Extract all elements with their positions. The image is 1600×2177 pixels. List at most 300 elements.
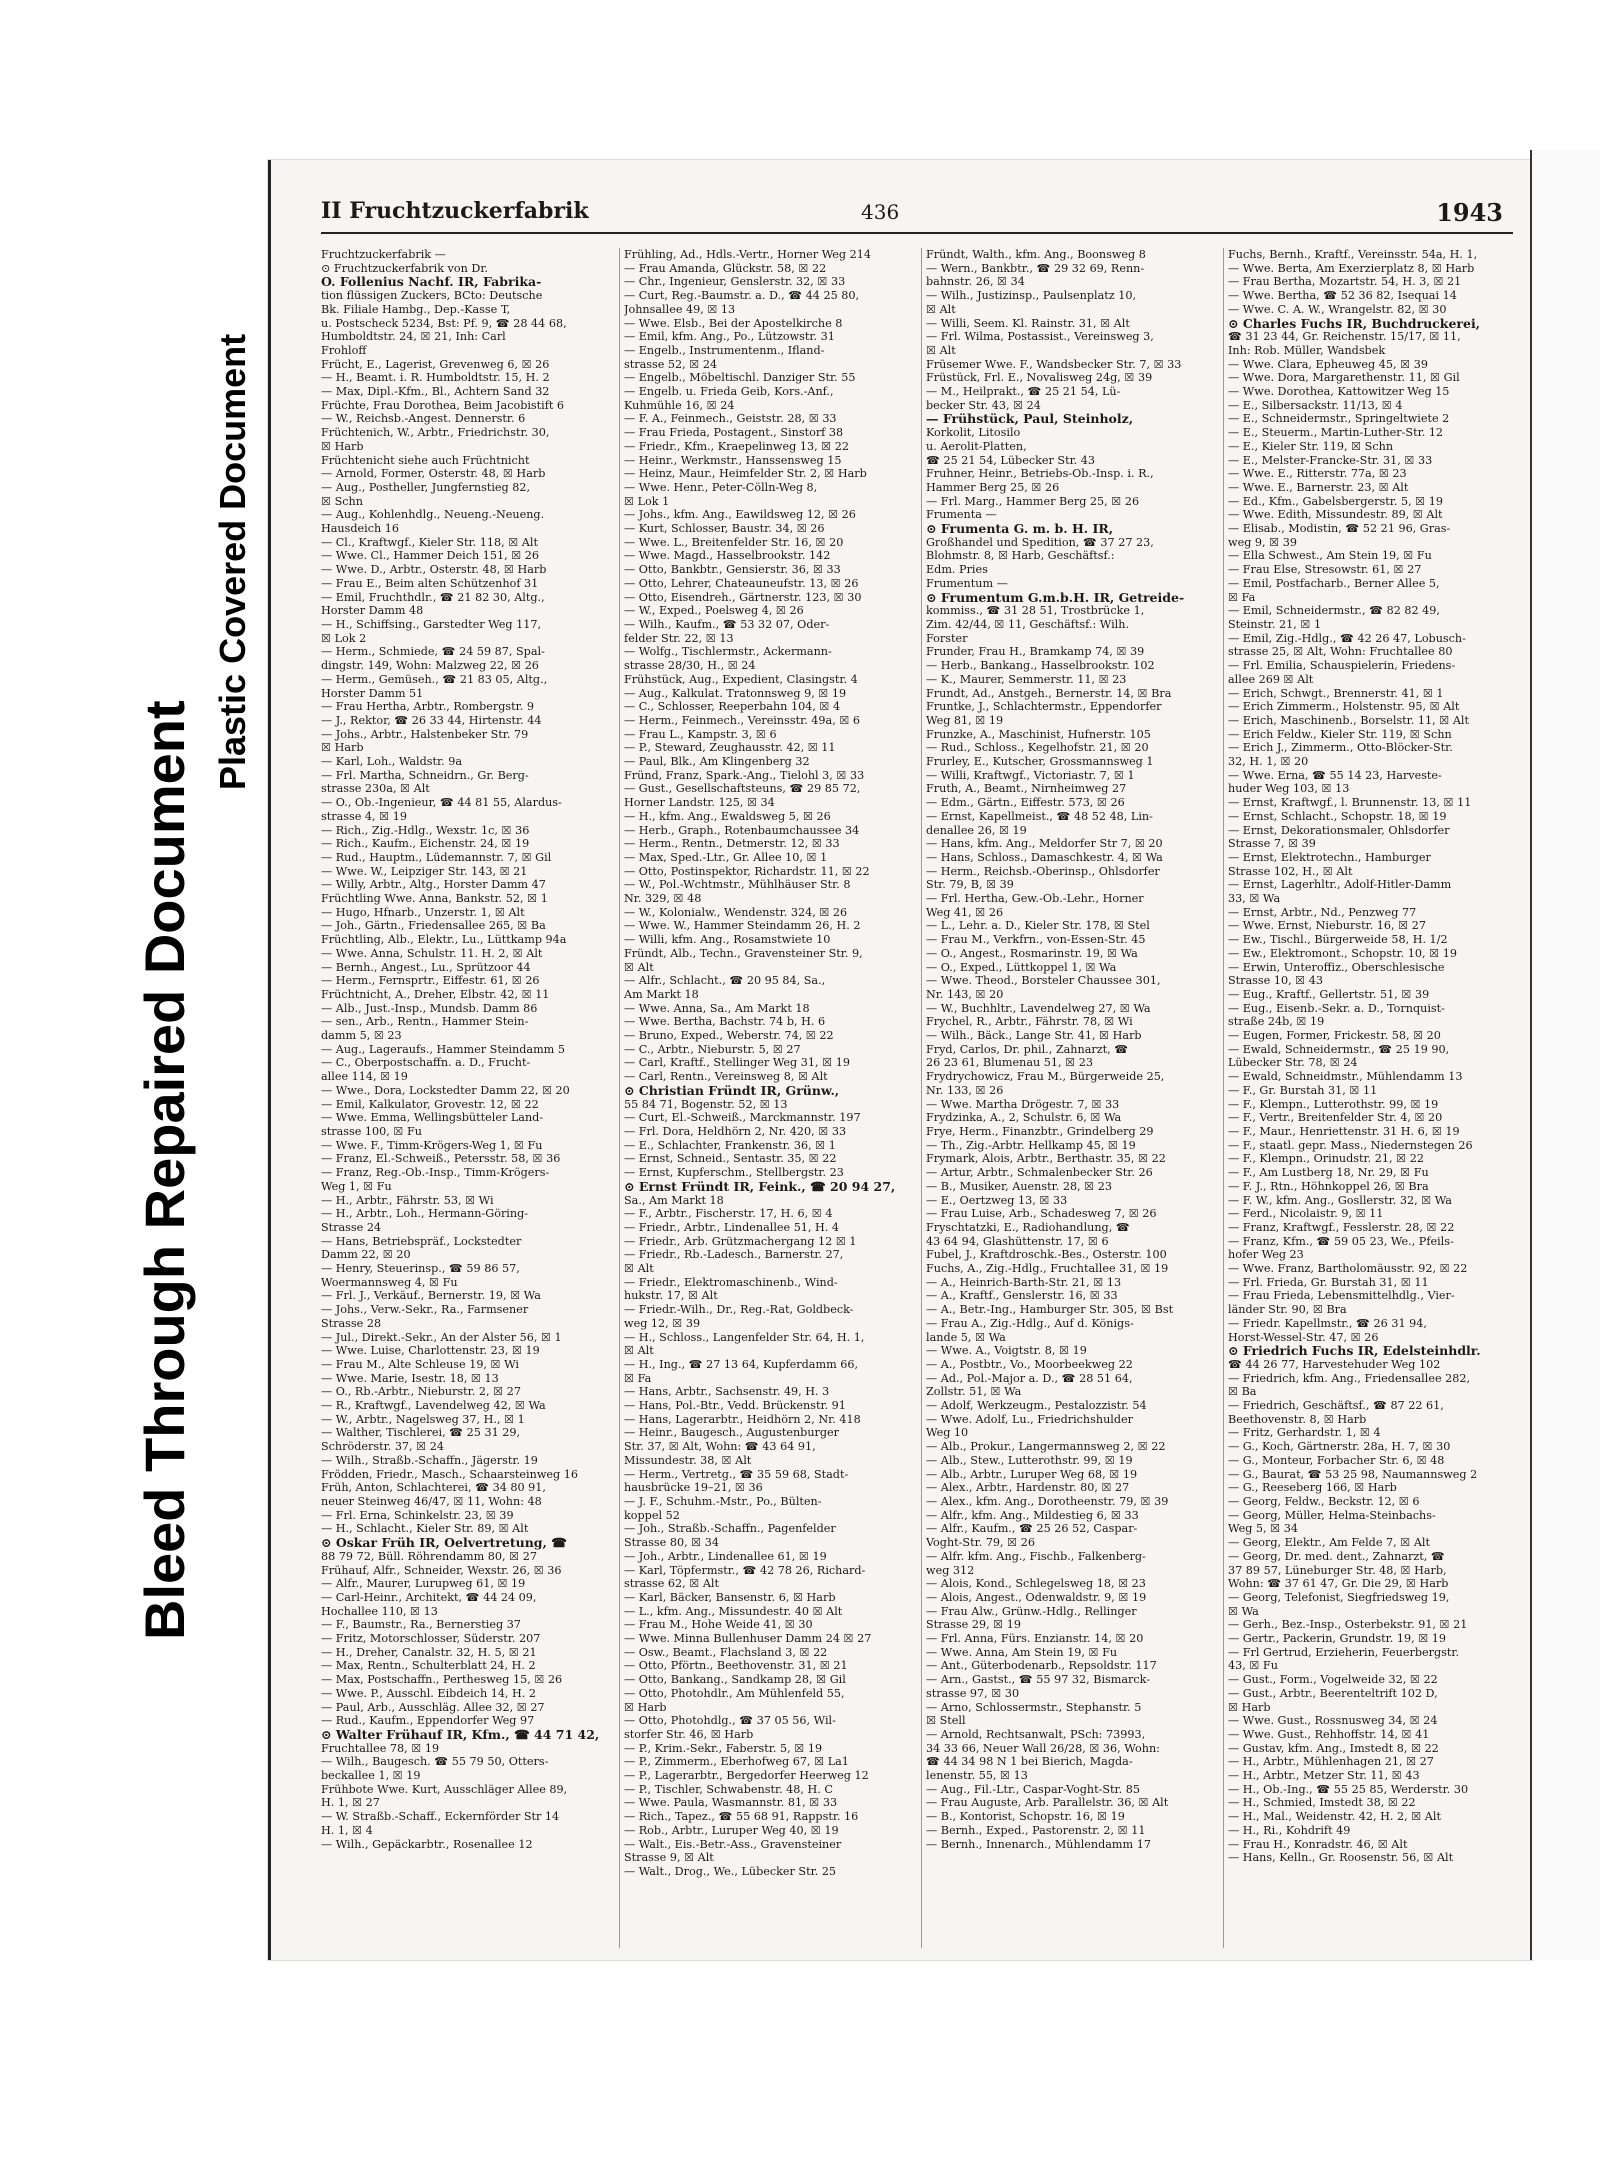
directory-entry: — Karl, Loh., Waldstr. 9a: [321, 755, 463, 769]
directory-entry: ⊙ Friedrich Fuchs IR, Edelsteinhdlr.: [1228, 1344, 1481, 1358]
directory-entry: 26 23 61, Blumenau 51, ☒ 23: [926, 1056, 1093, 1070]
directory-entry: — O., Rb.-Arbtr., Nieburstr. 2, ☒ 27: [321, 1385, 521, 1399]
page-header: [321, 198, 1513, 234]
directory-entry: Frödden, Friedr., Masch., Schaarsteinweg 16: [321, 1467, 578, 1481]
section-title: II Fruchtzuckerfabrik: [321, 198, 589, 224]
directory-entry: Fruntke, J., Schlachtermstr., Eppendorfer: [926, 700, 1162, 714]
directory-entry: Früchte, Frau Dorothea, Beim Jacobistift 6: [321, 398, 565, 412]
directory-entry: — Wwe. Luise, Charlottenstr. 23, ☒ 19: [321, 1344, 540, 1358]
directory-entry: — Willy, Arbtr., Altg., Horster Damm 47: [321, 878, 546, 892]
directory-entry: — Ernst, Kapellmeist., ☎ 48 52 48, Lin-: [926, 809, 1153, 823]
directory-entry: ⊙ Walter Frühauf IR, Kfm., ☎ 44 71 42,: [321, 1727, 600, 1742]
directory-entry: ☎ 25 21 54, Lübecker Str. 43: [926, 453, 1096, 467]
directory-entry: — Ferd., Nicolaistr. 9, ☒ 11: [1228, 1207, 1384, 1221]
directory-entry: neuer Steinweg 46/47, ☒ 11, Wohn: 48: [321, 1494, 542, 1508]
directory-entry: — sen., Arb., Rentn., Hammer Stein-: [321, 1015, 529, 1029]
directory-entry: — Otto, Lehrer, Chateauneufstr. 13, ☒ 26: [624, 576, 859, 590]
directory-entry: — F., Gr. Burstah 31, ☒ 11: [1228, 1083, 1378, 1097]
directory-entry: — Frl. Marg., Hammer Berg 25, ☒ 26: [926, 494, 1140, 508]
directory-entry: — Frau E., Beim alten Schützenhof 31: [321, 576, 539, 590]
directory-entry: Weg 1, ☒ Fu: [321, 1179, 392, 1193]
directory-entry: — Willi, kfm. Ang., Rosamstwiete 10: [624, 933, 831, 947]
directory-entry: — Heinr., Werkmstr., Hanssensweg 15: [624, 453, 842, 467]
directory-entry: — Jul., Direkt.-Sekr., An der Alster 56, ☒ 1: [321, 1330, 562, 1344]
directory-entry: hausbrücke 19–21, ☒ 36: [624, 1481, 763, 1495]
directory-entry: — Max, Sped.-Ltr., Gr. Allee 10, ☒ 1: [624, 850, 828, 864]
directory-entry: — F., Arbtr., Fischerstr. 17, H. 6, ☒ 4: [624, 1207, 833, 1221]
directory-entry: Frunzke, A., Maschinist, Hufnerstr. 105: [926, 727, 1151, 741]
directory-entry: — Rob., Arbtr., Luruper Weg 40, ☒ 19: [624, 1823, 839, 1837]
page-number: 436: [861, 200, 900, 224]
directory-entry: Humboldtstr. 24, ☒ 21, Inh: Carl: [321, 330, 506, 344]
directory-entry: — Arno, Schlossermstr., Stephanstr. 5: [926, 1700, 1142, 1714]
directory-entry: — A., Postbtr., Vo., Moorbeekweg 22: [926, 1357, 1133, 1371]
directory-entry: Edm. Pries: [926, 563, 988, 577]
directory-entry: — Gust., Form., Vogelweide 32, ☒ 22: [1228, 1673, 1438, 1687]
directory-entry: Weg 10: [926, 1426, 969, 1440]
directory-entry: — Hans, Kelln., Gr. Roosenstr. 56, ☒ Alt: [1228, 1851, 1454, 1865]
directory-entry: Schröderstr. 37, ☒ 24: [321, 1440, 444, 1454]
directory-entry: — F., Maur., Henriettenstr. 31 H. 6, ☒ 19: [1228, 1125, 1460, 1138]
directory-entry: Frundt, Ad., Anstgeh., Bernerstr. 14, ☒ Bra: [926, 686, 1172, 700]
directory-entry: — P., Tischler, Schwabenstr. 48, H. C: [624, 1782, 833, 1796]
directory-entry: — Otto, Pförtn., Beethovenstr. 31, ☒ 21: [624, 1659, 848, 1673]
directory-entry: ⊙ Christian Fründt IR, Grünw.,: [624, 1083, 840, 1098]
directory-entry: beckallee 1, ☒ 19: [321, 1769, 421, 1783]
directory-entry: — Wwe. Clara, Epheuweg 45, ☒ 39: [1228, 357, 1428, 371]
directory-entry: — Wwe. Anna, Schulstr. 11. H. 2, ☒ Alt: [321, 946, 543, 960]
directory-entry: Weg 5, ☒ 34: [1228, 1522, 1298, 1536]
directory-entry: — Wwe. Cl., Hammer Deich 151, ☒ 26: [321, 549, 540, 563]
directory-entry: — J., Rektor, ☎ 26 33 44, Hirtenstr. 44: [321, 713, 542, 727]
directory-entry: — Alb., Prokur., Langermannsweg 2, ☒ 22: [926, 1440, 1166, 1454]
directory-entry: — Heinz, Maur., Heimfelder Str. 2, ☒ Harb: [624, 467, 867, 481]
directory-entry: — Alois, Angest., Odenwaldstr. 9, ☒ 19: [926, 1590, 1147, 1604]
directory-entry: — H., Mal., Weidenstr. 42, H. 2, ☒ Alt: [1228, 1810, 1441, 1824]
directory-entry: — Bruno, Exped., Weberstr. 74, ☒ 22: [624, 1029, 834, 1043]
directory-entry: Damm 22, ☒ 20: [321, 1248, 411, 1262]
directory-entry: — Herm., Rentn., Detmerstr. 12, ☒ 33: [624, 837, 840, 851]
directory-entry: ☒ Alt: [624, 960, 654, 974]
directory-entry: — H., Arbtr., Mühlenhagen 21, ☒ 27: [1228, 1755, 1434, 1769]
directory-entry: — H., Dreher, Canalstr. 32, H. 5, ☒ 21: [321, 1645, 537, 1659]
directory-entry: felder Str. 22, ☒ 13: [624, 631, 734, 645]
directory-entry: — Joh., Straßb.-Schaffn., Pagenfelder: [624, 1522, 836, 1536]
directory-entry: — H., Arbtr., Metzer Str. 11, ☒ 43: [1228, 1769, 1420, 1783]
directory-entry: — Georg, Müller, Helma-Steinbachs-: [1228, 1508, 1436, 1522]
directory-entry: — Otto, Photohdlg., ☎ 37 05 56, Wil-: [624, 1714, 836, 1728]
directory-entry: Horster Damm 48: [321, 604, 424, 618]
directory-entry: — P., Lagerarbtr., Bergedorfer Heerweg 12: [624, 1769, 869, 1783]
directory-entry: — L., kfm. Ang., Missundestr. 40 ☒ Alt: [624, 1604, 843, 1618]
directory-entry: — Eug., Kraftf., Gellertstr. 51, ☒ 39: [1228, 987, 1430, 1001]
directory-entry: strasse 4, ☒ 19: [321, 809, 407, 823]
directory-entry: — Wwe. A., Voigtstr. 8, ☒ 19: [926, 1344, 1087, 1358]
directory-entry: — Herm., Feinmech., Vereinsstr. 49a, ☒ 6: [624, 713, 861, 727]
directory-entry: 55 84 71, Bogenstr. 52, ☒ 13: [624, 1097, 788, 1111]
directory-entry: — Frau M., Hohe Weide 41, ☒ 30: [624, 1618, 813, 1632]
directory-entry: Frumentum —: [926, 576, 1008, 590]
directory-entry: — Wwe. Paula, Wasmannstr. 81, ☒ 33: [624, 1796, 838, 1810]
directory-entry: — Cl., Kraftwgf., Kieler Str. 118, ☒ Alt: [321, 535, 538, 549]
directory-entry: ⊙ Oskar Früh IR, Oelvertretung, ☎: [321, 1536, 567, 1550]
directory-entry: ☒ Harb: [1228, 1700, 1271, 1714]
directory-entry: — Paul, Blk., Am Klingenberg 32: [624, 755, 810, 769]
directory-entry: — Wern., Bankbtr., ☎ 29 32 69, Renn-: [926, 261, 1145, 275]
directory-entry: — Wwe. Martha Drögestr. 7, ☒ 33: [926, 1097, 1120, 1111]
directory-entry: — H., Schiffsing., Garstedter Weg 117,: [321, 617, 542, 631]
directory-entry: becker Str. 43, ☒ 24: [926, 398, 1041, 412]
directory-entry: strasse 28/30, H., ☒ 24: [624, 659, 756, 673]
directory-entry: — Wwe., Dora, Lockstedter Damm 22, ☒ 20: [321, 1083, 570, 1097]
directory-entry: ☎ 31 23 44, Gr. Reichenstr. 15/17, ☒ 11,: [1228, 330, 1461, 344]
directory-entry: — Arn., Gastst., ☎ 55 97 32, Bismarck-: [926, 1673, 1151, 1687]
directory-entry: lande 5, ☒ Wa: [926, 1330, 1006, 1344]
directory-entry: — H., Schmied, Imstedt 38, ☒ 22: [1228, 1796, 1416, 1810]
directory-entry: — Karl, Töpfermstr., ☎ 42 78 26, Richard-: [624, 1563, 866, 1577]
directory-entry: — Wwe. Elsb., Bei der Apostelkirche 8: [624, 316, 843, 330]
directory-entry: — P., Steward, Zeughausstr. 42, ☒ 11: [624, 741, 836, 755]
directory-entry: O. Follenius Nachf. IR, Fabrika-: [321, 275, 542, 290]
directory-entry: — F., Klempn., Orinudstr. 21, ☒ 22: [1228, 1152, 1424, 1166]
directory-entry: — Georg, Telefonist, Siegfriedsweg 19,: [1228, 1590, 1450, 1604]
directory-entry: — P., Krim.-Sekr., Faberstr. 5, ☒ 19: [624, 1741, 823, 1755]
directory-entry: Korkolit, Litosilo: [926, 426, 1021, 440]
directory-entry: — Otto, Photohdlr., Am Mühlenfeld 55,: [624, 1686, 845, 1700]
directory-entry: — A., Heinrich-Barth-Str. 21, ☒ 13: [926, 1275, 1122, 1289]
directory-entry: 32, H. 1, ☒ 20: [1228, 755, 1309, 769]
directory-entry: allee 114, ☒ 19: [321, 1070, 408, 1084]
directory-entry: Strasse 28: [321, 1316, 382, 1330]
directory-entry: — Gustav, kfm. Ang., Imstedt 8, ☒ 22: [1228, 1741, 1439, 1755]
directory-entry: — Frl. Anna, Fürs. Enzianstr. 14, ☒ 20: [926, 1632, 1144, 1646]
directory-entry: — Aug., Postheller, Jungfernstieg 82,: [321, 480, 531, 494]
directory-columns: [321, 248, 1511, 1948]
column-3: [921, 248, 1216, 1948]
directory-entry: Lübecker Str. 78, ☒ 24: [1228, 1056, 1358, 1070]
directory-entry: Steinstr. 21, ☒ 1: [1228, 617, 1322, 631]
directory-entry: Sa., Am Markt 18: [624, 1193, 724, 1207]
directory-entry: — Frl. Wilma, Postassist., Vereinsweg 3,: [926, 330, 1154, 344]
directory-entry: — Wwe. Emma, Wellingsbütteler Land-: [321, 1111, 544, 1125]
directory-entry: — Fritz, Gerhardstr. 1, ☒ 4: [1228, 1426, 1381, 1440]
directory-entry: Hammer Berg 25, ☒ 26: [926, 480, 1060, 494]
directory-entry: ☒ Wa: [1228, 1604, 1259, 1618]
directory-entry: Forster: [926, 631, 968, 645]
directory-entry: Frydrychowicz, Frau M., Bürgerweide 25,: [926, 1070, 1165, 1084]
directory-entry: — R., Kraftwgf., Lavendelweg 42, ☒ Wa: [321, 1399, 546, 1413]
directory-entry: — F., Vertr., Breitenfelder Str. 4, ☒ 20: [1228, 1111, 1443, 1125]
directory-entry: — Frl. J., Verkäuf., Bernerstr. 19, ☒ Wa: [321, 1289, 541, 1303]
directory-entry: — Bernh., Innenarch., Mühlendamm 17: [926, 1837, 1151, 1851]
directory-entry: Frumenta —: [926, 508, 997, 522]
directory-entry: — E., Kieler Str. 119, ☒ Schn: [1228, 439, 1394, 453]
directory-entry: — Alfr. kfm. Ang., Fischb., Falkenberg-: [926, 1549, 1146, 1563]
column-2: [619, 248, 914, 1948]
directory-entry: — H., Ri., Kohdrift 49: [1228, 1823, 1351, 1837]
directory-entry: Missundestr. 38, ☒ Alt: [624, 1453, 752, 1467]
directory-entry: Fruchtzuckerfabrik —: [321, 248, 446, 261]
directory-entry: — Emil, Kalkulator, Grovestr. 12, ☒ 22: [321, 1097, 539, 1111]
directory-entry: — Frau Amanda, Glückstr. 58, ☒ 22: [624, 261, 827, 275]
directory-entry: — Wilh., Justizinsp., Paulsenplatz 10,: [926, 289, 1137, 303]
directory-entry: — Johs., Verw.-Sekr., Ra., Farmsener: [321, 1303, 529, 1317]
directory-entry: Nr. 329, ☒ 48: [624, 892, 702, 906]
directory-entry: — Ernst, Dekorationsmaler, Ohlsdorfer: [1228, 823, 1450, 837]
directory-entry: — Wwe. Adolf, Lu., Friedrichshulder: [926, 1412, 1133, 1426]
directory-entry: 43, ☒ Fu: [1228, 1659, 1278, 1673]
directory-entry: — Frau H., Konradstr. 46, ☒ Alt: [1228, 1837, 1408, 1851]
directory-entry: — Otto, Bankang., Sandkamp 28, ☒ Gil: [624, 1673, 846, 1687]
directory-entry: — G., Koch, Gärtnerstr. 28a, H. 7, ☒ 30: [1228, 1440, 1451, 1454]
directory-entry: ☒ Fa: [1228, 590, 1256, 604]
directory-entry: — Joh., Gärtn., Friedensallee 265, ☒ Ba: [321, 919, 546, 933]
directory-entry: — H., Schloss., Langenfelder Str. 64, H. 1,: [624, 1330, 865, 1344]
directory-entry: ☒ Harb: [624, 1700, 667, 1714]
directory-entry: Horster Damm 51: [321, 686, 424, 700]
directory-entry: — Hans, Betriebspräf., Lockstedter: [321, 1234, 522, 1248]
directory-entry: ☒ Schn: [321, 494, 363, 508]
directory-entry: — Engelb., Möbeltischl. Danziger Str. 55: [624, 371, 856, 385]
directory-entry: Fryschtatzki, E., Radiohandlung, ☎: [926, 1220, 1130, 1234]
directory-entry: — Wilh., Bäck., Lange Str. 41, ☒ Harb: [926, 1029, 1142, 1043]
directory-entry: — Emil, Fruchthdlr., ☎ 21 82 30, Altg.,: [321, 590, 545, 604]
directory-entry: — W., Buchhltr., Lavendelweg 27, ☒ Wa: [926, 1001, 1151, 1015]
directory-entry: — Ernst, Lagerhltr., Adolf-Hitler-Damm: [1228, 878, 1452, 892]
directory-entry: — Frl. Martha, Schneidrn., Gr. Berg-: [321, 768, 529, 782]
directory-entry: — Alb., Arbtr., Luruper Weg 68, ☒ 19: [926, 1467, 1138, 1481]
directory-entry: — O., Exped., Lüttkoppel 1, ☒ Wa: [926, 960, 1117, 974]
directory-entry: — Ernst, Elektrotechn., Hamburger: [1228, 850, 1431, 864]
directory-entry: weg 312: [926, 1563, 975, 1577]
directory-entry: — Friedr., Rb.-Ladesch., Barnerstr. 27,: [624, 1248, 844, 1262]
directory-entry: — Erich, Maschinenb., Borselstr. 11, ☒ Alt: [1228, 713, 1469, 727]
directory-entry: Horst-Wessel-Str. 47, ☒ 26: [1228, 1330, 1379, 1344]
directory-entry: — Ernst, Kupferschm., Stellbergstr. 23: [624, 1166, 844, 1180]
directory-entry: — Erich Zimmerm., Holstenstr. 95, ☒ Alt: [1228, 700, 1460, 714]
directory-entry: — Franz, Kfm., ☎ 59 05 23, We., Pfeils-: [1228, 1234, 1454, 1248]
directory-entry: — Wwe. W., Leipziger Str. 143, ☒ 21: [321, 864, 528, 878]
directory-entry: — Alfr., Maurer, Lurupweg 61, ☒ 19: [321, 1577, 526, 1591]
directory-entry: — Carl, Kraftf., Stellinger Weg 31, ☒ 19: [624, 1056, 850, 1070]
directory-entry: — Frau Bertha, Mozartstr. 54, H. 3, ☒ 21: [1228, 275, 1462, 289]
directory-entry: — Emil, Schneidermstr., ☎ 82 82 49,: [1228, 604, 1440, 618]
directory-entry: — Frühstück, Paul, Steinholz,: [926, 412, 1134, 427]
directory-entry: — B., Kontorist, Schopstr. 16, ☒ 19: [926, 1810, 1125, 1824]
directory-entry: — Ernst, Arbtr., Nd., Penzweg 77: [1228, 905, 1417, 919]
directory-entry: Frychel, R., Arbtr., Fährstr. 78, ☒ Wi: [926, 1015, 1133, 1029]
directory-entry: 37 89 57, Lüneburger Str. 48, ☒ Harb,: [1228, 1563, 1447, 1577]
directory-entry: — Wwe. Henr., Peter-Cölln-Weg 8,: [624, 480, 818, 494]
directory-entry: Früstück, Frl. E., Novalisweg 24g, ☒ 39: [926, 371, 1153, 385]
directory-entry: — Ew., Tischl., Bürgerweide 58, H. 1/2: [1228, 933, 1448, 947]
directory-entry: — Wwe. Bertha, ☎ 52 36 82, Isequai 14: [1228, 289, 1457, 303]
directory-entry: Johnsallee 49, ☒ 13: [624, 302, 736, 316]
directory-entry: — Heinr., Baugesch., Augustenburger: [624, 1426, 840, 1440]
directory-entry: — Wwe. Dorothea, Kattowitzer Weg 15: [1228, 385, 1450, 399]
directory-entry: — Wwe. F., Timm-Krögers-Weg 1, ☒ Fu: [321, 1138, 543, 1152]
directory-entry: Frühbote Wwe. Kurt, Ausschläger Allee 89,: [321, 1782, 568, 1796]
directory-entry: strasse 52, ☒ 24: [624, 357, 718, 371]
directory-entry: — Hans, Lagerarbtr., Heidhörn 2, Nr. 418: [624, 1412, 861, 1426]
directory-entry: dingstr. 149, Wohn: Malzweg 22, ☒ 26: [321, 659, 539, 673]
directory-entry: — Engelb., Instrumentenm., Ifland-: [624, 343, 825, 357]
directory-entry: ☎ 44 34 98 N 1 bei Bierich, Magda-: [926, 1755, 1133, 1769]
directory-entry: — Karl, Bäcker, Bansenstr. 6, ☒ Harb: [624, 1590, 836, 1604]
directory-entry: — Max, Dipl.-Kfm., Bl., Achtern Sand 32: [321, 385, 550, 399]
directory-entry: — Hugo, Hfnarb., Unzerstr. 1, ☒ Alt: [321, 905, 525, 919]
directory-entry: — H., Ob.-Ing., ☎ 55 25 85, Werderstr. 30: [1228, 1782, 1469, 1796]
directory-entry: Früchtling Wwe. Anna, Bankstr. 52, ☒ 1: [321, 892, 548, 906]
directory-entry: — Herm., Reichsb.-Oberinsp., Ohlsdorfer: [926, 864, 1160, 878]
directory-entry: — Elisab., Modistin, ☎ 52 21 96, Gras-: [1228, 522, 1451, 536]
directory-entry: — Alfr., Schlacht., ☎ 20 95 84, Sa.,: [624, 974, 826, 988]
directory-entry: — Arnold, Former, Osterstr. 48, ☒ Harb: [321, 467, 546, 481]
directory-entry: ☒ Alt: [624, 1262, 654, 1276]
directory-entry: — Erich J., Zimmerm., Otto-Blöcker-Str.: [1228, 741, 1453, 755]
directory-entry: — Wwe. Dora, Margarethenstr. 11, ☒ Gil: [1228, 371, 1460, 385]
directory-entry: Fründ, Franz, Spark.-Ang., Tielohl 3, ☒ 33: [624, 768, 865, 782]
directory-entry: — Wilh., Gepäckarbtr., Rosenallee 12: [321, 1837, 533, 1851]
directory-entry: strasse 230a, ☒ Alt: [321, 782, 430, 796]
directory-entry: — Bernh., Angest., Lu., Sprützoor 44: [321, 960, 531, 974]
directory-entry: Früchtenich, W., Arbtr., Friedrichstr. 30,: [321, 426, 550, 440]
directory-entry: 33, ☒ Wa: [1228, 892, 1281, 906]
directory-entry: Strasse 24: [321, 1220, 382, 1234]
directory-entry: — Wwe. L., Breitenfelder Str. 16, ☒ 20: [624, 535, 844, 549]
directory-entry: — C., Arbtr., Nieburstr. 5, ☒ 27: [624, 1042, 801, 1056]
directory-entry: strasse 25, ☒ Alt, Wohn: Fruchtallee 80: [1228, 645, 1453, 659]
directory-entry: ☒ Harb: [321, 741, 364, 755]
directory-entry: — Friedr., Kfm., Kraepelinweg 13, ☒ 22: [624, 439, 849, 453]
directory-entry: Früchtnicht, A., Dreher, Elbstr. 42, ☒ 11: [321, 987, 550, 1001]
directory-entry: — G., Monteur, Forbacher Str. 6, ☒ 48: [1228, 1453, 1445, 1467]
directory-entry: — Friedr., Elektromaschinenb., Wind-: [624, 1275, 838, 1289]
directory-entry: — Wwe. Marie, Isestr. 18, ☒ 13: [321, 1371, 499, 1385]
directory-entry: Weg 41, ☒ 26: [926, 905, 1004, 919]
directory-entry: weg 12, ☒ 39: [624, 1316, 701, 1330]
directory-entry: lenenstr. 55, ☒ 13: [926, 1769, 1028, 1783]
directory-entry: — Wwe. Magd., Hasselbrookstr. 142: [624, 549, 831, 563]
directory-entry: — Carl, Rentn., Vereinsweg 8, ☒ Alt: [624, 1070, 828, 1084]
directory-entry: — Frau L., Kampstr. 3, ☒ 6: [624, 727, 777, 741]
directory-entry: — Friedr., Arbtr., Lindenallee 51, H. 4: [624, 1220, 840, 1234]
directory-entry: ☒ Alt: [624, 1344, 654, 1358]
directory-entry: denallee 26, ☒ 19: [926, 823, 1027, 837]
directory-entry: — F. J., Rtn., Höhnkoppel 26, ☒ Bra: [1228, 1179, 1429, 1193]
directory-entry: huder Weg 103, ☒ 13: [1228, 782, 1350, 796]
directory-entry: Weg 81, ☒ 19: [926, 713, 1004, 727]
directory-entry: — Wwe. Anna, Sa., Am Markt 18: [624, 1001, 810, 1015]
directory-entry: — Friedr. Kapellmstr., ☎ 26 31 94,: [1228, 1316, 1427, 1330]
directory-entry: — Herm., Vertretg., ☎ 35 59 68, Stadt-: [624, 1467, 849, 1481]
directory-entry: — Alex., kfm. Ang., Dorotheenstr. 79, ☒ 39: [926, 1494, 1169, 1508]
directory-entry: — Ernst, Schlacht., Schopstr. 18, ☒ 19: [1228, 809, 1447, 823]
directory-entry: — Erich Feldw., Kieler Str. 119, ☒ Schn: [1228, 727, 1452, 741]
directory-entry: — Alfr., kfm. Ang., Mildestieg 6, ☒ 33: [926, 1508, 1139, 1522]
directory-entry: — Wwe. C. A. W., Wrangelstr. 82, ☒ 30: [1228, 302, 1447, 316]
directory-entry: — Walt., Eis.-Betr.-Ass., Gravensteiner: [624, 1837, 842, 1851]
scan-margin: [0, 0, 275, 2177]
directory-entry: — Ernst, Schneid., Sentastr. 35, ☒ 22: [624, 1152, 837, 1166]
directory-entry: Str. 79, B, ☒ 39: [926, 878, 1014, 892]
directory-entry: Frühstück, Aug., Expedient, Clasingstr. 4: [624, 672, 858, 686]
directory-entry: Fuchs, Bernh., Kraftf., Vereinsstr. 54a, H. 1,: [1228, 248, 1478, 261]
directory-entry: — Wilh., Straßb.-Schaffn., Jägerstr. 19: [321, 1453, 538, 1467]
directory-entry: — Alb., Just.-Insp., Mundsb. Damm 86: [321, 1001, 538, 1015]
directory-entry: — Alfr., Kaufm., ☎ 25 26 52, Caspar-: [926, 1522, 1138, 1536]
directory-entry: Voght-Str. 79, ☒ 26: [926, 1536, 1035, 1550]
directory-entry: — A., Betr.-Ing., Hamburger Str. 305, ☒ Bst: [926, 1303, 1174, 1317]
directory-entry: — Herm., Schmiede, ☎ 24 59 87, Spal-: [321, 645, 545, 659]
directory-entry: storfer Str. 46, ☒ Harb: [624, 1727, 754, 1741]
directory-entry: Fruhner, Heinr., Betriebs-Ob.-Insp. i. R.,: [926, 467, 1154, 481]
directory-entry: — Otto, Bankbtr., Gensierstr. 36, ☒ 33: [624, 563, 841, 577]
directory-entry: — C., Schlosser, Reeperbahn 104, ☒ 4: [624, 700, 841, 714]
directory-entry: — Wwe. E., Barnerstr. 23, ☒ Alt: [1228, 480, 1409, 494]
directory-entry: Bk. Filiale Hambg., Dep.-Kasse T,: [321, 302, 511, 316]
directory-entry: ☒ Stell: [926, 1714, 966, 1728]
directory-entry: — Rich., Kaufm., Eichenstr. 24, ☒ 19: [321, 837, 530, 851]
directory-entry: kommiss., ☎ 31 28 51, Trostbrücke 1,: [926, 604, 1145, 618]
directory-entry: allee 269 ☒ Alt: [1228, 672, 1314, 686]
directory-entry: — Gust., Arbtr., Beerenteltrift 102 D,: [1228, 1686, 1438, 1700]
directory-entry: länder Str. 90, ☒ Bra: [1228, 1303, 1347, 1317]
directory-entry: — F., Klempn., Lutterothstr. 99, ☒ 19: [1228, 1097, 1439, 1111]
directory-entry: — H., kfm. Ang., Ewaldsweg 5, ☒ 26: [624, 809, 831, 823]
directory-entry: Fruchtallee 78, ☒ 19: [321, 1741, 440, 1755]
directory-entry: — K., Maurer, Semmerstr. 11, ☒ 23: [926, 672, 1127, 686]
directory-entry: Inh: Rob. Müller, Wandsbek: [1228, 343, 1386, 357]
directory-entry: — Frau A., Zig.-Hdlg., Auf d. Königs-: [926, 1316, 1134, 1330]
directory-entry: — E., Steuerm., Martin-Luther-Str. 12: [1228, 426, 1444, 440]
directory-entry: H. 1, ☒ 27: [321, 1796, 380, 1810]
directory-entry: — Wwe. E., Ritterstr. 77a, ☒ 23: [1228, 467, 1407, 481]
directory-entry: — Max, Rentn., Schulterblatt 24, H. 2: [321, 1659, 536, 1673]
directory-entry: Hochallee 110, ☒ 13: [321, 1604, 438, 1618]
directory-entry: — Curt, Reg.-Baumstr. a. D., ☎ 44 25 80,: [624, 289, 860, 303]
directory-entry: — Frau Alw., Grünw.-Hdlg., Rellinger: [926, 1604, 1137, 1618]
directory-entry: — W., Kolonialw., Wendenstr. 324, ☒ 26: [624, 905, 848, 919]
directory-entry: — G., Baurat, ☎ 53 25 98, Naumannsweg 2: [1228, 1467, 1478, 1481]
directory-entry: hukstr. 17, ☒ Alt: [624, 1289, 718, 1303]
directory-entry: — Ad., Pol.-Major a. D., ☎ 28 51 64,: [926, 1371, 1133, 1385]
directory-entry: — Wwe. Franz, Bartholomäusstr. 92, ☒ 22: [1228, 1262, 1468, 1276]
next-page-edge: [1530, 150, 1600, 1960]
directory-entry: — Gust., Gesellschaftsteuns, ☎ 29 85 72,: [624, 782, 861, 796]
directory-entry: Frye, Herm., Finanzbtr., Grindelberg 29: [926, 1125, 1154, 1138]
directory-entry: — Wwe. Edith, Missundestr. 89, ☒ Alt: [1228, 508, 1443, 522]
directory-entry: — Georg, Dr. med. dent., Zahnarzt, ☎: [1228, 1549, 1445, 1563]
directory-entry: — Ant., Güterbodenarb., Repsoldstr. 117: [926, 1659, 1157, 1673]
directory-entry: ☒ Lok 2: [321, 631, 367, 645]
directory-entry: — Hans, Schloss., Damaschkestr. 4, ☒ Wa: [926, 850, 1163, 864]
directory-entry: — E., Oertzweg 13, ☒ 33: [926, 1193, 1068, 1207]
directory-entry: — O., Angest., Rosmarinstr. 19, ☒ Wa: [926, 946, 1138, 960]
directory-entry: ⊙ Fruchtzuckerfabrik von Dr.: [321, 261, 489, 275]
directory-entry: ⊙ Ernst Fründt IR, Feink., ☎ 20 94 27,: [624, 1179, 896, 1194]
directory-entry: — O., Ob.-Ingenieur, ☎ 44 81 55, Alardus-: [321, 796, 562, 810]
directory-entry: — Adolf, Werkzeugm., Pestalozzistr. 54: [926, 1399, 1147, 1413]
directory-entry: — F. A., Feinmech., Geiststr. 28, ☒ 33: [624, 412, 837, 426]
directory-entry: Fubel, J., Kraftdroschk.-Bes., Osterstr. 100: [926, 1248, 1167, 1262]
directory-entry: ☒ Fa: [624, 1371, 652, 1385]
directory-entry: — W., Arbtr., Nagelsweg 37, H., ☒ 1: [321, 1412, 525, 1426]
directory-entry: — L., Lehr. a. D., Kieler Str. 178, ☒ Stel: [926, 919, 1150, 933]
directory-entry: — Joh., Arbtr., Lindenallee 61, ☒ 19: [624, 1549, 827, 1563]
directory-entry: — Walt., Drog., We., Lübecker Str. 25: [624, 1864, 837, 1878]
directory-entry: Nr. 133, ☒ 26: [926, 1083, 1004, 1097]
